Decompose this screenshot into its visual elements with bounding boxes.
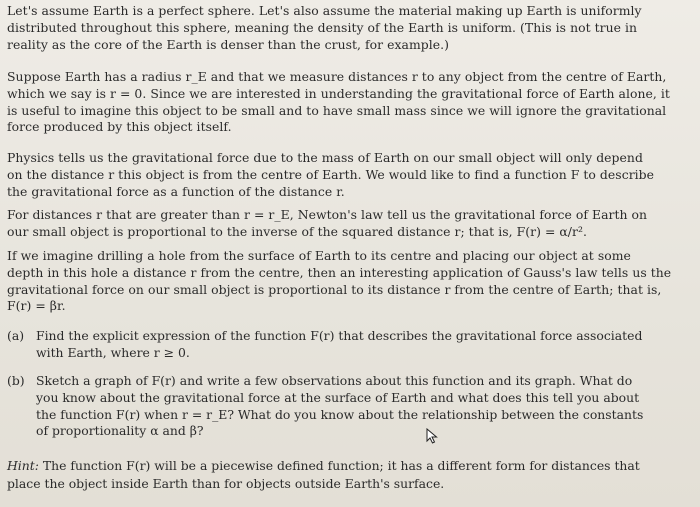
paragraph-physics [7, 150, 691, 200]
hint-label: Hint: [7, 458, 39, 473]
text-line: reality as the core of the Earth is denser than the crust, for example.) [7, 36, 450, 52]
text-line: Find the explicit expression of the function F(r) that describes the gravitational force associated [36, 328, 643, 343]
question-text [36, 373, 691, 440]
paragraph-radius [7, 69, 691, 136]
text-line: distributed throughout this sphere, meaning the density of the Earth is uniform. (This is not true in [7, 19, 638, 35]
text-line: F(r) = βr. [7, 298, 66, 314]
text-line: the gravitational force as a function of the distance r. [7, 183, 345, 199]
question-label: (a) [7, 328, 25, 343]
text-line: is useful to imagine this object to be small and to have small mass since we will ignore the gravitational [7, 102, 667, 118]
text-line: If we imagine drilling a hole from the surface of Earth to its centre and placing our object at some [7, 248, 631, 263]
text-line: which we say is r = 0. Since we are interested in understanding the gravitational force of Earth alone, it [7, 85, 670, 101]
text-line: The function F(r) will be a piecewise defined function; it has a different form for distances that [42, 458, 640, 473]
text-line: force produced by this object itself. [7, 119, 232, 135]
text-line: on the distance r this object is from the centre of Earth. We would like to find a function F to describe [7, 166, 655, 182]
text-line: our small object is proportional to the inverse of the squared distance r; that is, F(r) = α/r². [7, 223, 588, 239]
text-line: For distances r that are greater than r = r_E, Newton's law tell us the gravitational force of Earth on [7, 207, 648, 222]
text-line: gravitational force on our small object is proportional to its distance r from the centre of Earth; that is, [7, 281, 662, 297]
text-line: you know about the gravitational force at the surface of Earth and what does this tell you about [36, 389, 640, 405]
hint-block [7, 457, 640, 492]
mouse-cursor-icon [425, 428, 441, 444]
text-line: Suppose Earth has a radius r_E and that we measure distances r to any object from the centre of Earth, [7, 69, 667, 84]
text-line: with Earth, where r ≥ 0. [36, 344, 190, 360]
paragraph-intro [7, 3, 691, 53]
text-line: Sketch a graph of F(r) and write a few observations about this function and its graph. What do [36, 373, 633, 388]
question-text [36, 328, 691, 362]
text-line: depth in this hole a distance r from the centre, then an interesting application of Gauss's law tells us the [7, 264, 672, 280]
question-label: (b) [7, 373, 25, 388]
text-line: the function F(r) when r = r_E? What do you know about the relationship between the constants [36, 406, 644, 422]
text-line: Physics tells us the gravitational force due to the mass of Earth on our small object will only depend [7, 150, 643, 165]
paragraph-newton [7, 207, 691, 241]
text-line: place the object inside Earth than for objects outside Earth's surface. [7, 475, 445, 491]
text-line: Let's assume Earth is a perfect sphere. Let's also assume the material making up Earth is uniformly [7, 3, 642, 18]
paragraph-gauss [7, 248, 691, 315]
text-line: of proportionality α and β? [36, 423, 204, 439]
